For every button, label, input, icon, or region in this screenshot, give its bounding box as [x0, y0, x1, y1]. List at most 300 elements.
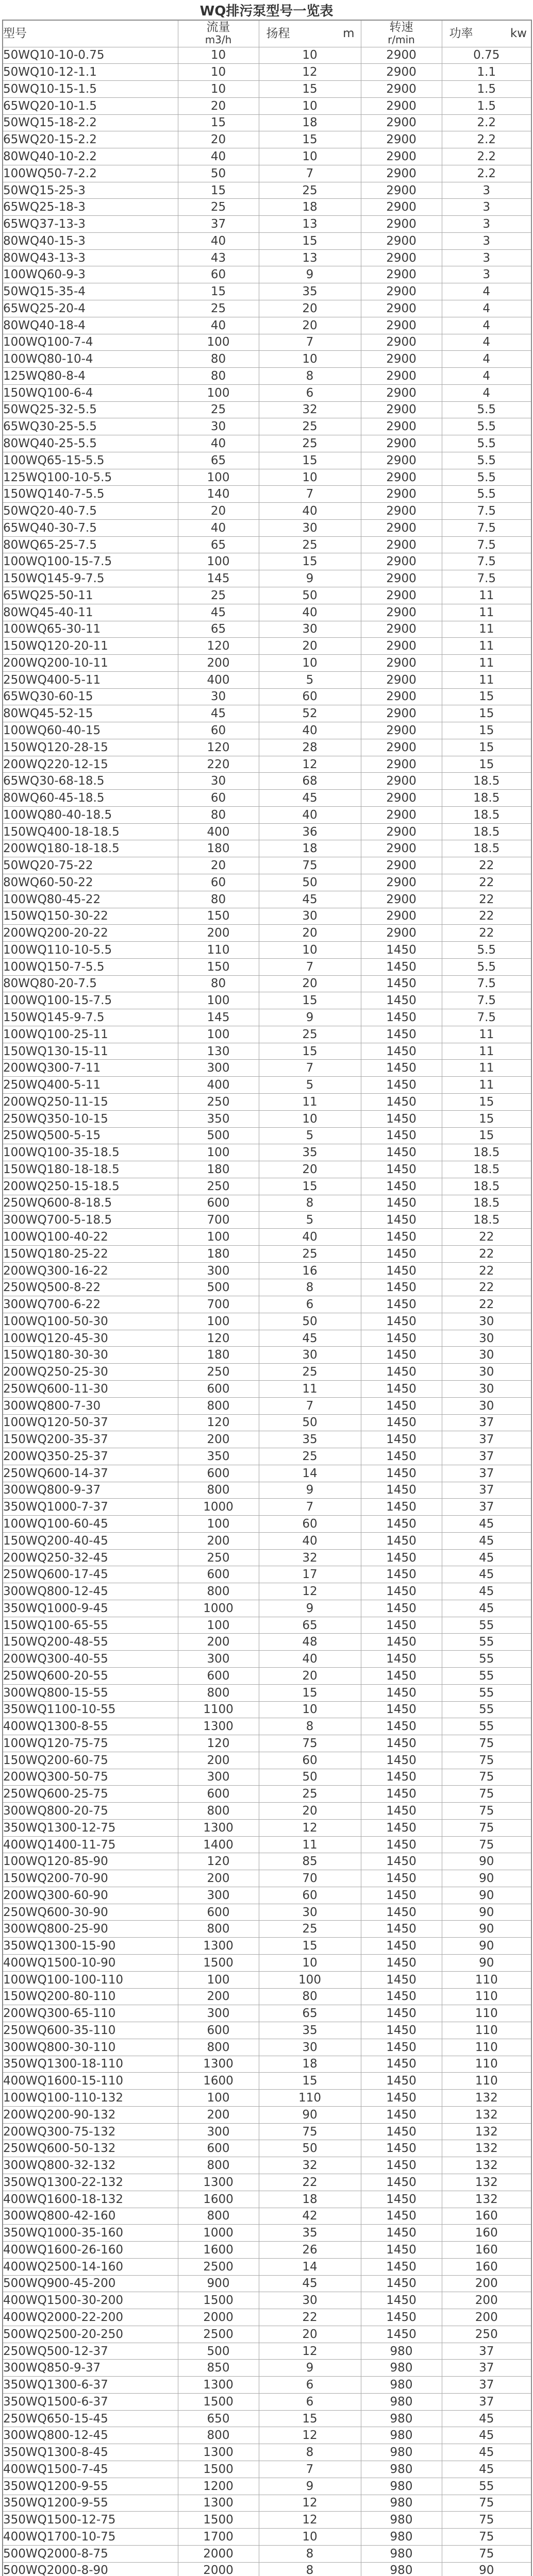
table-row	[3, 2326, 531, 2343]
cell-power: 7.5	[442, 975, 531, 992]
cell-head: 8	[259, 1279, 361, 1296]
cell-model: 150WQ140-7-5.5	[3, 486, 178, 503]
cell-model: 150WQ180-25-22	[3, 1245, 178, 1262]
cell-model: 150WQ130-15-11	[3, 1043, 178, 1060]
table-row	[3, 2208, 531, 2225]
cell-power: 4	[442, 351, 531, 368]
cell-flow: 25	[178, 401, 259, 418]
cell-speed: 2900	[361, 790, 442, 807]
table-row	[3, 1178, 531, 1195]
cell-flow: 80	[178, 368, 259, 385]
cell-power: 75	[442, 2512, 531, 2529]
cell-speed: 2900	[361, 317, 442, 334]
cell-head: 10	[259, 942, 361, 959]
cell-model: 250WQ600-8-18.5	[3, 1195, 178, 1212]
table-row	[3, 1786, 531, 1803]
cell-power: 132	[442, 2157, 531, 2174]
cell-flow: 130	[178, 1043, 259, 1060]
cell-model: 500WQ2500-20-250	[3, 2326, 178, 2343]
cell-speed: 980	[361, 2393, 442, 2410]
cell-flow: 25	[178, 587, 259, 604]
cell-speed: 980	[361, 2410, 442, 2427]
cell-power: 37	[442, 2360, 531, 2377]
cell-model: 65WQ25-50-11	[3, 587, 178, 604]
cell-speed: 1450	[361, 2242, 442, 2259]
table-row	[3, 2275, 531, 2292]
cell-model: 100WQ120-50-37	[3, 1414, 178, 1431]
table-row	[3, 790, 531, 807]
cell-speed: 1450	[361, 975, 442, 992]
cell-head: 10	[259, 655, 361, 672]
cell-power: 11	[442, 671, 531, 688]
cell-head: 25	[259, 418, 361, 435]
cell-head: 65	[259, 2005, 361, 2022]
cell-model: 65WQ20-15-2.2	[3, 131, 178, 148]
cell-flow: 300	[178, 2005, 259, 2022]
cell-flow: 40	[178, 232, 259, 249]
cell-head: 26	[259, 2242, 361, 2259]
cell-head: 50	[259, 2140, 361, 2157]
cell-head: 22	[259, 2309, 361, 2326]
cell-speed: 2900	[361, 503, 442, 520]
cell-head: 40	[259, 503, 361, 520]
cell-flow: 10	[178, 47, 259, 64]
cell-head: 7	[259, 1060, 361, 1077]
cell-model: 300WQ800-25-90	[3, 1921, 178, 1938]
table-row	[3, 1836, 531, 1853]
cell-model: 100WQ100-7-4	[3, 334, 178, 351]
cell-model: 350WQ1100-10-55	[3, 1701, 178, 1718]
cell-power: 18.5	[442, 823, 531, 840]
table-row	[3, 1988, 531, 2005]
cell-power: 37	[442, 2393, 531, 2410]
cell-flow: 120	[178, 1414, 259, 1431]
cell-flow: 1400	[178, 1836, 259, 1853]
cell-power: 200	[442, 2309, 531, 2326]
cell-power: 7.5	[442, 570, 531, 587]
cell-power: 22	[442, 1262, 531, 1279]
cell-head: 25	[259, 435, 361, 452]
cell-power: 55	[442, 1718, 531, 1735]
cell-flow: 1500	[178, 2292, 259, 2309]
cell-model: 200WQ250-15-18.5	[3, 1178, 178, 1195]
cell-flow: 20	[178, 503, 259, 520]
cell-head: 35	[259, 2225, 361, 2242]
cell-power: 75	[442, 1819, 531, 1836]
table-row	[3, 874, 531, 891]
cell-speed: 1450	[361, 2208, 442, 2225]
cell-flow: 800	[178, 1921, 259, 1938]
cell-speed: 1450	[361, 1786, 442, 1803]
cell-speed: 1450	[361, 2157, 442, 2174]
cell-speed: 1450	[361, 1330, 442, 1347]
cell-flow: 500	[178, 2343, 259, 2360]
cell-head: 15	[259, 81, 361, 98]
cell-model: 150WQ400-18-18.5	[3, 823, 178, 840]
table-row	[3, 1279, 531, 1296]
cell-speed: 1450	[361, 2073, 442, 2090]
cell-model: 350WQ1200-9-55	[3, 2495, 178, 2512]
cell-head: 11	[259, 1093, 361, 1110]
table-row	[3, 2461, 531, 2478]
table-row	[3, 2410, 531, 2427]
cell-head: 110	[259, 2090, 361, 2107]
cell-flow: 1300	[178, 2495, 259, 2512]
table-row	[3, 604, 531, 621]
cell-power: 75	[442, 1803, 531, 1820]
cell-speed: 1450	[361, 2090, 442, 2107]
cell-model: 250WQ500-5-15	[3, 1127, 178, 1144]
cell-power: 0.75	[442, 47, 531, 64]
cell-power: 4	[442, 368, 531, 385]
table-row	[3, 2512, 531, 2529]
cell-flow: 700	[178, 1296, 259, 1313]
cell-speed: 2900	[361, 587, 442, 604]
cell-head: 70	[259, 1870, 361, 1887]
cell-head: 18	[259, 840, 361, 857]
table-row	[3, 2140, 531, 2157]
cell-power: 2.2	[442, 165, 531, 182]
cell-model: 400WQ1600-18-132	[3, 2191, 178, 2208]
cell-flow: 1000	[178, 1600, 259, 1617]
cell-speed: 2900	[361, 773, 442, 790]
cell-flow: 25	[178, 300, 259, 317]
cell-flow: 145	[178, 570, 259, 587]
header-power-unit: kw	[510, 27, 527, 41]
cell-model: 80WQ40-10-2.2	[3, 148, 178, 165]
cell-model: 500WQ2000-8-90	[3, 2562, 178, 2576]
cell-head: 15	[259, 1178, 361, 1195]
cell-flow: 250	[178, 1093, 259, 1110]
cell-speed: 1450	[361, 2326, 442, 2343]
table-row	[3, 2495, 531, 2512]
table-row	[3, 2039, 531, 2056]
cell-power: 45	[442, 2461, 531, 2478]
table-header-row	[3, 20, 531, 47]
cell-flow: 180	[178, 1245, 259, 1262]
cell-head: 30	[259, 519, 361, 536]
table-row	[3, 1718, 531, 1735]
cell-flow: 100	[178, 1144, 259, 1161]
cell-power: 15	[442, 1110, 531, 1127]
table-row	[3, 536, 531, 553]
cell-head: 50	[259, 587, 361, 604]
cell-power: 90	[442, 2562, 531, 2576]
cell-power: 200	[442, 2292, 531, 2309]
cell-model: 150WQ180-18-18.5	[3, 1161, 178, 1178]
cell-flow: 100	[178, 469, 259, 486]
table-row	[3, 199, 531, 216]
cell-flow: 100	[178, 1229, 259, 1246]
cell-speed: 2900	[361, 334, 442, 351]
cell-model: 350WQ1300-6-37	[3, 2377, 178, 2394]
cell-flow: 1300	[178, 2174, 259, 2191]
cell-head: 6	[259, 384, 361, 401]
cell-flow: 650	[178, 2410, 259, 2427]
table-row	[3, 114, 531, 131]
cell-flow: 100	[178, 2090, 259, 2107]
cell-head: 10	[259, 47, 361, 64]
cell-power: 18.5	[442, 1144, 531, 1161]
table-row	[3, 1077, 531, 1094]
cell-model: 100WQ100-35-18.5	[3, 1144, 178, 1161]
cell-flow: 600	[178, 1465, 259, 1482]
cell-power: 75	[442, 2529, 531, 2546]
table-row	[3, 469, 531, 486]
cell-head: 18	[259, 114, 361, 131]
cell-speed: 2900	[361, 874, 442, 891]
cell-head: 35	[259, 1431, 361, 1448]
cell-flow: 220	[178, 756, 259, 773]
cell-model: 65WQ30-25-5.5	[3, 418, 178, 435]
cell-model: 50WQ20-40-7.5	[3, 503, 178, 520]
cell-power: 30	[442, 1330, 531, 1347]
cell-head: 15	[259, 1938, 361, 1955]
cell-flow: 500	[178, 1127, 259, 1144]
cell-head: 32	[259, 401, 361, 418]
cell-model: 200WQ250-11-15	[3, 1093, 178, 1110]
cell-head: 22	[259, 2174, 361, 2191]
table-row	[3, 1212, 531, 1229]
cell-head: 30	[259, 2039, 361, 2056]
cell-model: 150WQ120-28-15	[3, 739, 178, 756]
cell-model: 100WQ120-75-75	[3, 1735, 178, 1752]
cell-model: 250WQ600-14-37	[3, 1465, 178, 1482]
table-body	[3, 47, 531, 2576]
cell-power: 45	[442, 1566, 531, 1583]
table-row	[3, 486, 531, 503]
cell-head: 10	[259, 1955, 361, 1972]
cell-power: 37	[442, 2343, 531, 2360]
table-row	[3, 2225, 531, 2242]
cell-flow: 400	[178, 1077, 259, 1094]
cell-speed: 1450	[361, 1971, 442, 1988]
table-row	[3, 1043, 531, 1060]
cell-head: 50	[259, 1313, 361, 1330]
cell-head: 45	[259, 790, 361, 807]
cell-flow: 800	[178, 1482, 259, 1499]
cell-head: 40	[259, 1651, 361, 1668]
table-row	[3, 2090, 531, 2107]
cell-power: 45	[442, 2427, 531, 2444]
cell-head: 40	[259, 1532, 361, 1549]
cell-power: 75	[442, 1786, 531, 1803]
cell-model: 200WQ200-20-22	[3, 925, 178, 942]
cell-model: 65WQ20-10-1.5	[3, 97, 178, 114]
cell-flow: 80	[178, 351, 259, 368]
cell-power: 160	[442, 2258, 531, 2275]
cell-power: 2.2	[442, 114, 531, 131]
cell-power: 110	[442, 1988, 531, 2005]
cell-flow: 200	[178, 1634, 259, 1651]
cell-head: 12	[259, 1819, 361, 1836]
cell-speed: 1450	[361, 1583, 442, 1600]
cell-power: 15	[442, 1127, 531, 1144]
cell-power: 110	[442, 2022, 531, 2039]
cell-model: 400WQ1500-7-45	[3, 2461, 178, 2478]
header-speed	[361, 20, 442, 47]
cell-power: 55	[442, 1617, 531, 1634]
cell-power: 4	[442, 283, 531, 300]
cell-speed: 1450	[361, 1938, 442, 1955]
cell-flow: 200	[178, 1431, 259, 1448]
cell-power: 75	[442, 1836, 531, 1853]
cell-model: 400WQ1400-11-75	[3, 1836, 178, 1853]
cell-speed: 2900	[361, 199, 442, 216]
table-row	[3, 2073, 531, 2090]
table-row	[3, 925, 531, 942]
table-row	[3, 148, 531, 165]
cell-model: 200WQ350-25-37	[3, 1448, 178, 1465]
cell-power: 5.5	[442, 452, 531, 469]
cell-head: 18	[259, 2056, 361, 2073]
cell-speed: 2900	[361, 266, 442, 283]
cell-speed: 2900	[361, 114, 442, 131]
cell-speed: 1450	[361, 1853, 442, 1870]
cell-model: 65WQ40-30-7.5	[3, 519, 178, 536]
cell-flow: 15	[178, 283, 259, 300]
cell-speed: 2900	[361, 891, 442, 908]
cell-power: 11	[442, 587, 531, 604]
table-row	[3, 1195, 531, 1212]
cell-speed: 1450	[361, 1870, 442, 1887]
cell-power: 37	[442, 1414, 531, 1431]
table-row	[3, 384, 531, 401]
cell-speed: 980	[361, 2343, 442, 2360]
table-row	[3, 1887, 531, 1904]
header-speed-unit: r/min	[388, 33, 415, 46]
table-row	[3, 1516, 531, 1533]
cell-speed: 1450	[361, 2258, 442, 2275]
table-row	[3, 1583, 531, 1600]
cell-power: 132	[442, 2174, 531, 2191]
cell-model: 350WQ1300-18-110	[3, 2056, 178, 2073]
cell-power: 132	[442, 2090, 531, 2107]
cell-head: 7	[259, 1499, 361, 1516]
cell-flow: 110	[178, 942, 259, 959]
cell-model: 350WQ1300-8-45	[3, 2444, 178, 2461]
cell-model: 100WQ50-7-2.2	[3, 165, 178, 182]
cell-head: 15	[259, 2410, 361, 2427]
cell-head: 11	[259, 1380, 361, 1397]
cell-power: 18.5	[442, 773, 531, 790]
table-row	[3, 1482, 531, 1499]
cell-model: 350WQ1000-35-160	[3, 2225, 178, 2242]
table-row	[3, 1313, 531, 1330]
cell-power: 22	[442, 874, 531, 891]
cell-flow: 100	[178, 1026, 259, 1043]
cell-model: 80WQ43-13-3	[3, 249, 178, 266]
table-row	[3, 249, 531, 266]
cell-flow: 180	[178, 1161, 259, 1178]
cell-flow: 800	[178, 1583, 259, 1600]
cell-head: 10	[259, 351, 361, 368]
cell-head: 28	[259, 739, 361, 756]
cell-model: 150WQ100-65-55	[3, 1617, 178, 1634]
cell-head: 12	[259, 1583, 361, 1600]
cell-flow: 300	[178, 1887, 259, 1904]
cell-speed: 2900	[361, 81, 442, 98]
table-row	[3, 2360, 531, 2377]
cell-flow: 600	[178, 2022, 259, 2039]
table-row	[3, 2562, 531, 2576]
cell-flow: 80	[178, 891, 259, 908]
cell-power: 75	[442, 1769, 531, 1786]
cell-head: 9	[259, 2478, 361, 2495]
cell-model: 350WQ1300-12-75	[3, 1819, 178, 1836]
cell-head: 12	[259, 756, 361, 773]
table-row	[3, 823, 531, 840]
cell-model: 100WQ60-40-15	[3, 722, 178, 739]
cell-speed: 1450	[361, 2292, 442, 2309]
cell-head: 45	[259, 1330, 361, 1347]
cell-speed: 1450	[361, 1110, 442, 1127]
cell-flow: 2000	[178, 2309, 259, 2326]
cell-model: 50WQ15-18-2.2	[3, 114, 178, 131]
cell-speed: 1450	[361, 1921, 442, 1938]
cell-power: 15	[442, 688, 531, 705]
cell-speed: 1450	[361, 1836, 442, 1853]
cell-head: 12	[259, 64, 361, 81]
cell-head: 25	[259, 536, 361, 553]
table-row	[3, 216, 531, 233]
cell-model: 400WQ2500-14-160	[3, 2258, 178, 2275]
cell-speed: 2900	[361, 401, 442, 418]
table-row	[3, 2377, 531, 2394]
cell-flow: 100	[178, 334, 259, 351]
cell-flow: 600	[178, 1566, 259, 1583]
cell-speed: 1450	[361, 1803, 442, 1820]
cell-model: 400WQ1500-30-200	[3, 2292, 178, 2309]
cell-power: 90	[442, 1955, 531, 1972]
cell-speed: 2900	[361, 570, 442, 587]
cell-power: 45	[442, 2444, 531, 2461]
cell-speed: 1450	[361, 1904, 442, 1921]
cell-flow: 1500	[178, 1955, 259, 1972]
cell-flow: 2000	[178, 2545, 259, 2562]
cell-flow: 120	[178, 739, 259, 756]
cell-speed: 1450	[361, 1093, 442, 1110]
cell-head: 40	[259, 806, 361, 823]
cell-power: 250	[442, 2326, 531, 2343]
cell-power: 4	[442, 300, 531, 317]
cell-speed: 1450	[361, 1668, 442, 1685]
cell-head: 12	[259, 2495, 361, 2512]
cell-speed: 1450	[361, 1229, 442, 1246]
table-row	[3, 1110, 531, 1127]
cell-speed: 1450	[361, 1651, 442, 1668]
cell-model: 200WQ200-90-132	[3, 2106, 178, 2123]
cell-head: 60	[259, 1752, 361, 1769]
cell-head: 25	[259, 1026, 361, 1043]
cell-head: 9	[259, 266, 361, 283]
cell-flow: 30	[178, 418, 259, 435]
header-speed-label: 转速	[389, 21, 413, 35]
cell-flow: 120	[178, 1853, 259, 1870]
cell-flow: 600	[178, 1380, 259, 1397]
cell-flow: 1500	[178, 2512, 259, 2529]
cell-model: 150WQ200-40-45	[3, 1532, 178, 1549]
table-row	[3, 2258, 531, 2275]
table-row	[3, 401, 531, 418]
pump-spec-table	[2, 20, 532, 2576]
header-flow-unit: m3/h	[205, 33, 232, 46]
table-row	[3, 1093, 531, 1110]
cell-flow: 1300	[178, 2056, 259, 2073]
cell-head: 48	[259, 1634, 361, 1651]
cell-head: 18	[259, 2191, 361, 2208]
cell-power: 4	[442, 317, 531, 334]
